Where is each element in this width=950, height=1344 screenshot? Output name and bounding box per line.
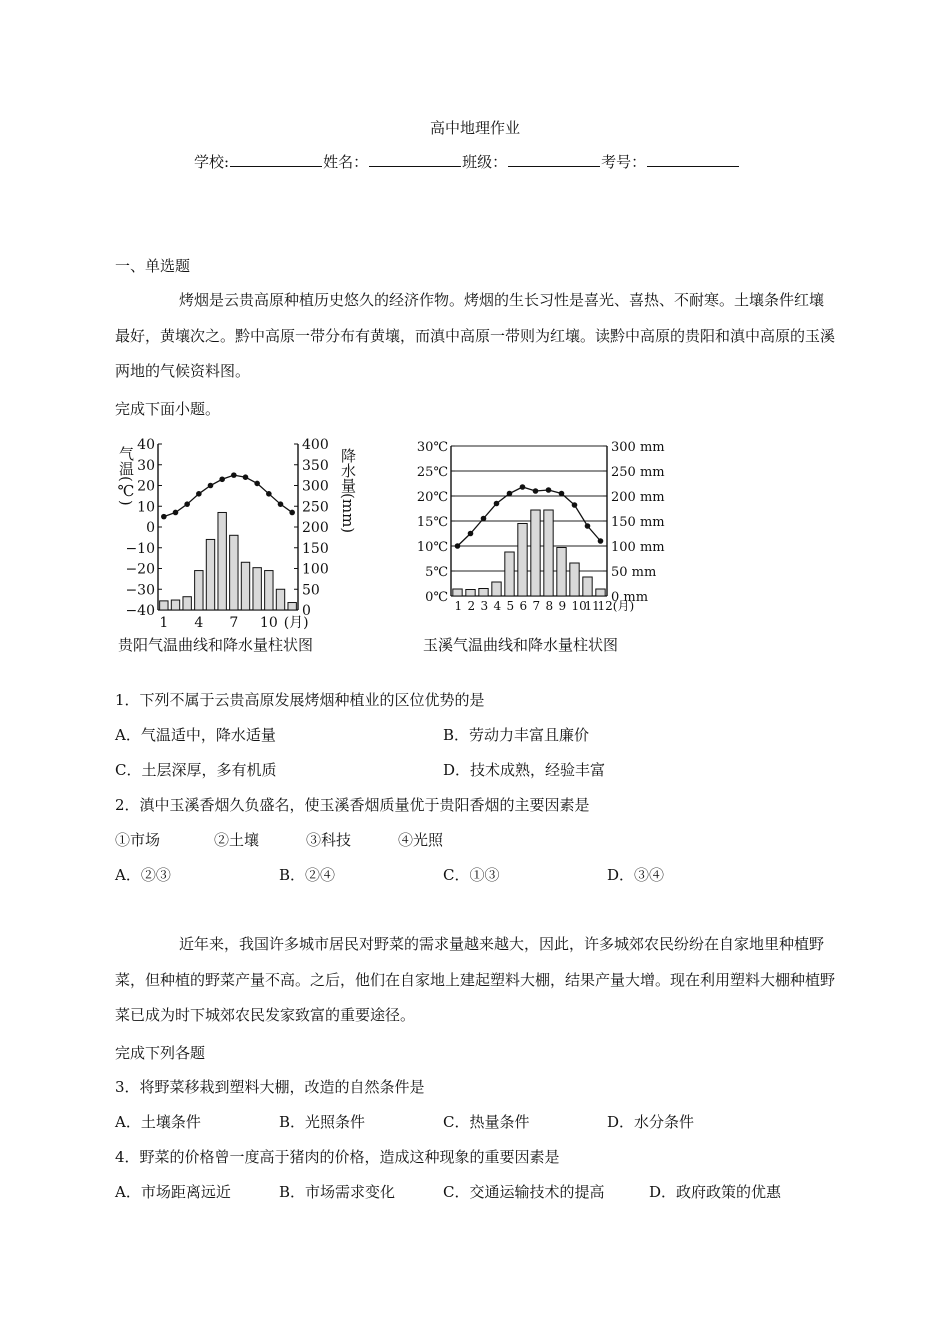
question-1-stem: 1．下列不属于云贵高原发展烤烟种植业的区位优势的是 xyxy=(115,691,485,709)
temperature-point xyxy=(598,538,604,544)
x-tick-label: 2 xyxy=(467,599,476,613)
chart-title: 玉溪气温曲线和降水量柱状图 xyxy=(423,636,619,654)
school-blank xyxy=(230,152,322,167)
question-3-option-d[interactable]: D．水分条件 xyxy=(607,1113,695,1131)
question-2-stem: 2．滇中玉溪香烟久负盛名，使玉溪香烟质量优于贵阳香烟的主要因素是 xyxy=(115,796,590,814)
x-tick-label: 7 xyxy=(229,615,239,631)
question-2-item-1: ①市场 xyxy=(115,831,161,849)
question-1-option-d[interactable]: D．技术成熟，经验丰富 xyxy=(443,761,606,779)
question-2-option-b[interactable]: B．②④ xyxy=(279,866,336,884)
question-4-option-c[interactable]: C．交通运输技术的提高 xyxy=(443,1183,605,1201)
chart-title: 贵阳气温曲线和降水量柱状图 xyxy=(118,636,314,654)
right-tick-label: 300 mm xyxy=(611,440,665,455)
temperature-line xyxy=(164,475,292,517)
precipitation-bar xyxy=(479,589,488,597)
right-tick-label: 300 xyxy=(302,478,329,495)
question-2-option-c[interactable]: C．①③ xyxy=(443,866,500,884)
precipitation-bar xyxy=(583,577,592,596)
temperature-point xyxy=(173,510,179,516)
x-tick-label: 1 xyxy=(159,615,169,631)
left-tick-label: −40 xyxy=(125,603,155,619)
precipitation-bar xyxy=(160,601,168,610)
temperature-point xyxy=(219,476,225,482)
right-tick-label: 400 xyxy=(302,437,329,453)
temperature-point xyxy=(278,501,284,507)
temperature-point xyxy=(196,491,202,497)
x-tick-label: 4 xyxy=(493,599,502,613)
passage-2: 近年来，我国许多城市居民对野菜的需求量越来越大，因此，许多城郊农民纷纷在自家地里种植野菜，但种植的野菜产量不高。之后，他们在自家地上建起塑料大棚，结果产量大增。现在利用塑料大棚种植野菜已成为时下城郊农民发家致富的重要途径。 xyxy=(115,935,836,1024)
x-tick-label: 8 xyxy=(545,599,554,613)
question-2-item-4: ④光照 xyxy=(398,831,444,849)
precipitation-bar xyxy=(531,510,540,596)
precipitation-bar xyxy=(544,510,553,596)
class-label: 班级： xyxy=(462,153,508,171)
exam-number-blank xyxy=(647,152,739,167)
temperature-point xyxy=(559,491,565,497)
temperature-point xyxy=(243,474,249,480)
right-tick-label: 150 mm xyxy=(611,515,665,530)
x-tick-label: 11 xyxy=(584,599,600,613)
precipitation-bar xyxy=(171,600,179,610)
right-tick-label: 200 xyxy=(302,520,329,536)
temperature-point xyxy=(481,516,487,522)
question-1-option-a[interactable]: A．气温适中，降水适量 xyxy=(115,726,276,744)
right-tick-label: 50 mm xyxy=(611,565,657,580)
temperature-point xyxy=(494,501,500,507)
left-axis-title: 气温(℃) xyxy=(117,446,135,506)
precipitation-bar xyxy=(453,589,462,596)
question-3-option-a[interactable]: A．土壤条件 xyxy=(115,1113,201,1131)
x-tick-label: 6 xyxy=(519,599,528,613)
question-4-option-d[interactable]: D．政府政策的优惠 xyxy=(649,1183,782,1201)
school-label: 学校: xyxy=(194,153,230,171)
precipitation-bar xyxy=(505,552,514,596)
exam-number-label: 考号： xyxy=(601,153,647,171)
right-tick-label: 250 xyxy=(302,499,329,516)
right-tick-label: 0 xyxy=(302,603,311,619)
precipitation-bar xyxy=(518,524,527,597)
left-tick-label: 15℃ xyxy=(416,515,448,530)
temperature-point xyxy=(546,487,552,493)
guiyang-climate-chart xyxy=(110,430,375,658)
precipitation-bar xyxy=(206,539,214,610)
temperature-point xyxy=(507,491,513,497)
left-tick-label: 25℃ xyxy=(416,465,448,480)
passage-1: 烤烟是云贵高原种植历史悠久的经济作物。烤烟的生长习性是喜光、喜热、不耐寒。土壤条件红壤最好，黄壤次之。黔中高原一带分布有黄壤，而滇中高原一带则为红壤。读黔中高原的贵阳和滇中高原的玉溪两地的气候资料图。 xyxy=(115,291,836,380)
right-tick-label: 100 mm xyxy=(611,540,665,555)
question-4-option-a[interactable]: A．市场距离远近 xyxy=(115,1183,231,1201)
left-tick-label: 5℃ xyxy=(425,565,448,580)
yuxi-climate-chart xyxy=(405,430,685,658)
question-3-stem: 3．将野菜移栽到塑料大棚，改造的自然条件是 xyxy=(115,1078,425,1096)
class-blank xyxy=(508,152,600,167)
section-heading: 一、单选题 xyxy=(115,257,191,275)
right-tick-label: 50 xyxy=(302,582,320,599)
question-3-option-b[interactable]: B．光照条件 xyxy=(279,1113,366,1131)
question-2-item-2: ②土壤 xyxy=(214,831,260,849)
instruction-2: 完成下列各题 xyxy=(115,1044,206,1062)
right-tick-label: 0 mm xyxy=(611,590,649,605)
temperature-point xyxy=(520,484,526,490)
left-tick-label: 40 xyxy=(137,437,155,453)
precipitation-bar xyxy=(596,589,605,596)
precipitation-bar xyxy=(466,590,475,597)
instruction-1: 完成下面小题。 xyxy=(115,400,221,418)
left-tick-label: 10℃ xyxy=(416,540,448,555)
temperature-point xyxy=(572,502,578,508)
x-tick-label: 12(月) xyxy=(597,599,635,613)
temperature-point xyxy=(231,472,237,478)
precipitation-bar xyxy=(288,603,296,610)
precipitation-bar xyxy=(241,562,249,610)
right-tick-label: 350 xyxy=(302,457,329,474)
precipitation-bar xyxy=(276,589,284,610)
left-tick-label: 0℃ xyxy=(425,590,448,605)
left-tick-label: 10 xyxy=(137,499,155,516)
temperature-point xyxy=(208,483,214,489)
left-tick-label: −10 xyxy=(125,540,155,557)
question-4-option-b[interactable]: B．市场需求变化 xyxy=(279,1183,396,1201)
precipitation-bar xyxy=(253,568,261,610)
left-tick-label: −20 xyxy=(125,561,155,578)
x-tick-label: 1 xyxy=(454,599,463,613)
temperature-point xyxy=(289,510,295,516)
temperature-point xyxy=(254,481,260,487)
right-tick-label: 250 mm xyxy=(611,465,665,480)
x-tick-label: 10 xyxy=(571,599,587,613)
x-tick-label: 7 xyxy=(532,599,541,613)
x-axis-unit-label: (月) xyxy=(283,615,309,631)
question-2-option-a[interactable]: A．②③ xyxy=(115,866,171,884)
right-tick-label: 100 xyxy=(302,561,329,578)
left-tick-label: −30 xyxy=(125,582,155,599)
x-tick-label: 3 xyxy=(480,599,489,613)
precipitation-bar xyxy=(195,571,203,610)
precipitation-bar xyxy=(218,512,226,610)
temperature-point xyxy=(161,514,167,520)
x-tick-label: 4 xyxy=(194,615,204,631)
name-label: 姓名： xyxy=(323,153,369,171)
left-tick-label: 20℃ xyxy=(416,490,448,505)
right-tick-label: 200 mm xyxy=(611,490,665,505)
temperature-point xyxy=(266,491,272,497)
temperature-point xyxy=(455,543,461,549)
precipitation-bar xyxy=(570,563,579,596)
student-info-line xyxy=(194,152,740,172)
right-axis-title: 降水量(mm) xyxy=(339,448,357,534)
question-2-item-3: ③科技 xyxy=(306,831,352,849)
temperature-point xyxy=(533,488,539,494)
question-1-option-c[interactable]: C．土层深厚，多有机质 xyxy=(115,761,277,779)
question-1-option-b[interactable]: B．劳动力丰富且廉价 xyxy=(443,726,590,744)
x-tick-label: 9 xyxy=(558,599,567,613)
temperature-point xyxy=(184,501,190,507)
temperature-point xyxy=(468,531,474,537)
x-tick-label: 5 xyxy=(506,599,515,613)
precipitation-bar xyxy=(492,582,501,596)
right-tick-label: 150 xyxy=(302,540,329,557)
left-tick-label: 30℃ xyxy=(416,440,448,455)
left-tick-label: 0 xyxy=(146,520,155,536)
page-title: 高中地理作业 xyxy=(429,119,520,137)
question-2-option-d[interactable]: D．③④ xyxy=(607,866,665,884)
left-tick-label: 20 xyxy=(137,478,155,495)
name-blank xyxy=(369,152,461,167)
precipitation-bar xyxy=(265,571,273,610)
precipitation-bar xyxy=(183,597,191,610)
left-tick-label: 30 xyxy=(137,457,155,474)
question-4-stem: 4．野菜的价格曾一度高于猪肉的价格，造成这种现象的重要因素是 xyxy=(115,1148,560,1166)
question-3-option-c[interactable]: C．热量条件 xyxy=(443,1113,530,1131)
precipitation-bar xyxy=(557,548,566,597)
x-tick-label: 10 xyxy=(259,615,278,631)
precipitation-bar xyxy=(230,535,238,610)
temperature-point xyxy=(585,523,591,529)
